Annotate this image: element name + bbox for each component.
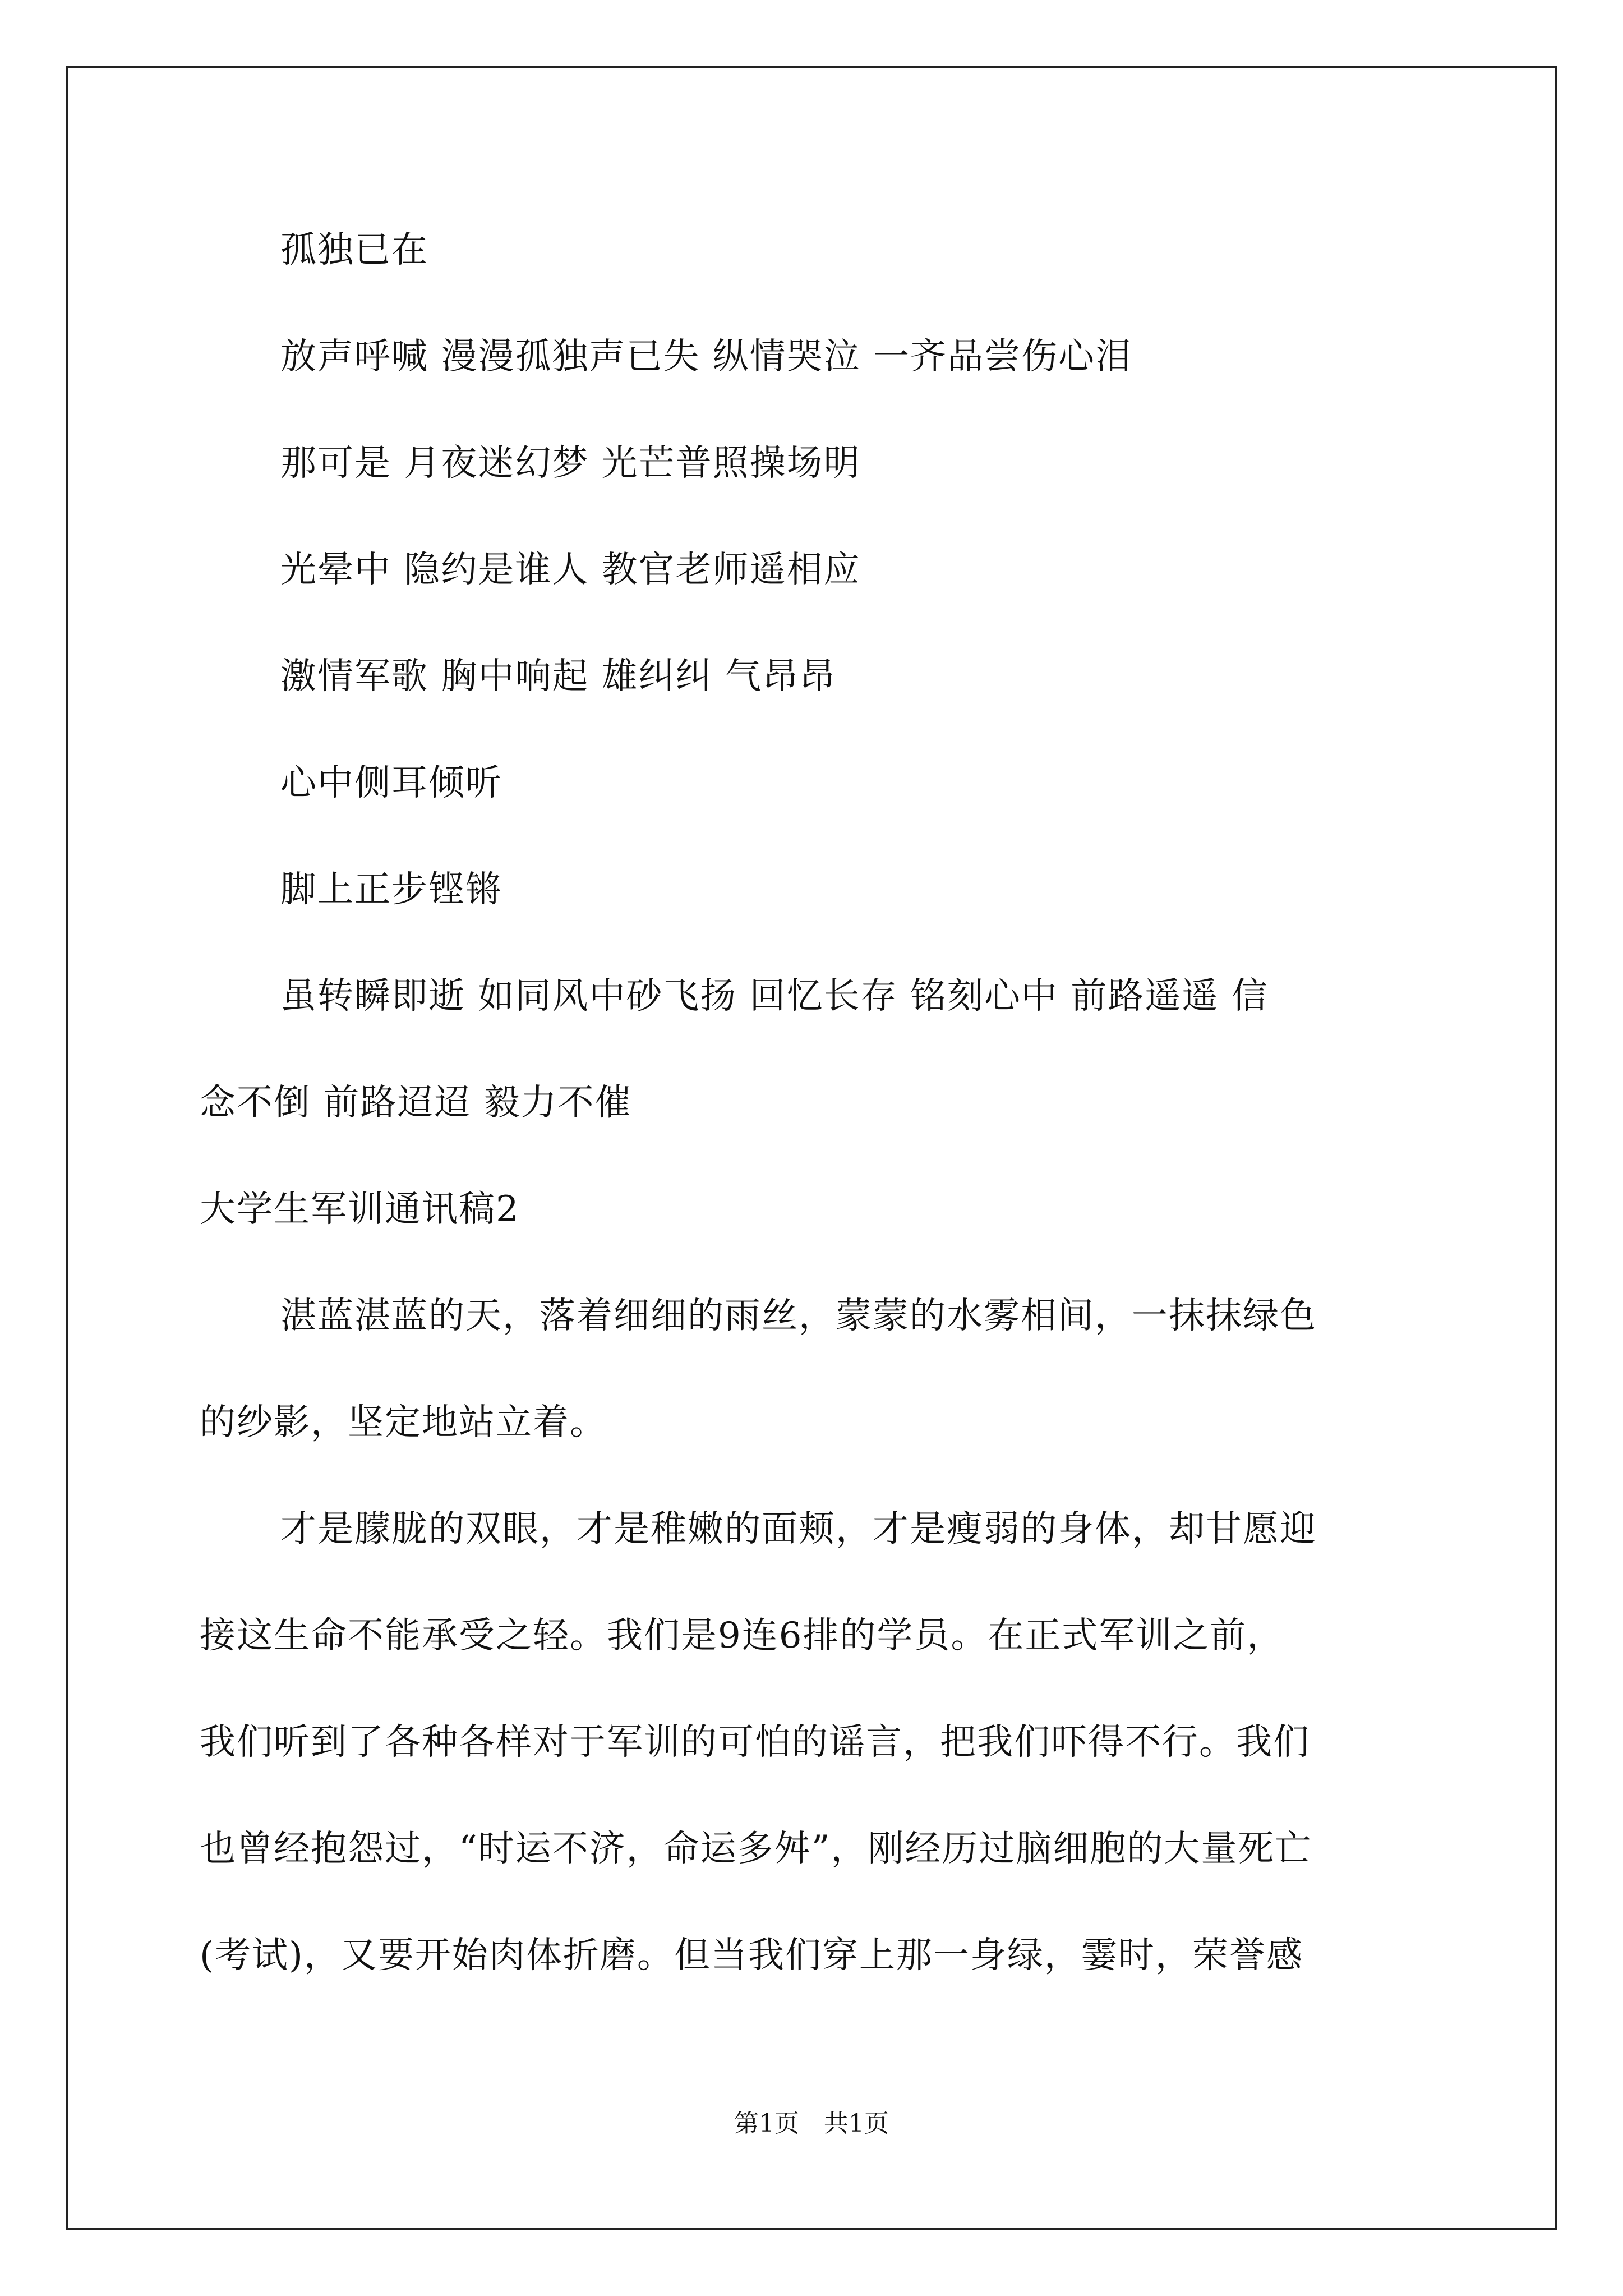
page-border [66, 66, 1557, 2230]
paragraph-2-line-1: 才是朦胧的双眼，才是稚嫩的面颊，才是瘦弱的身体，却甘愿迎 [280, 1508, 1317, 1550]
poem-line-8: 虽转瞬即逝 如同风中砂飞扬 回忆长存 铭刻心中 前路遥遥 信 [280, 976, 1269, 1017]
paragraph-2-line-2: 接这生命不能承受之轻。我们是9连6排的学员。在正式军训之前， [200, 1615, 1284, 1657]
poem-line-3: 那可是 月夜迷幻梦 光芒普照操场明 [280, 443, 861, 484]
poem-line-2: 放声呼喊 漫漫孤独声已失 纵情哭泣 一齐品尝伤心泪 [280, 336, 1133, 378]
paragraph-1-line-2: 的纱影，坚定地站立着。 [200, 1402, 607, 1443]
poem-line-5: 激情军歌 胸中响起 雄纠纠 气昂昂 [280, 656, 837, 697]
poem-line-1: 孤独已在 [280, 229, 428, 271]
paragraph-2-line-5: (考试)，又要开始肉体折磨。但当我们穿上那一身绿，霎时，荣誉感 [200, 1935, 1303, 1976]
section-heading: 大学生军训通讯稿2 [200, 1189, 520, 1230]
poem-line-4: 光晕中 隐约是谁人 教官老师遥相应 [280, 549, 861, 591]
poem-line-6: 心中侧耳倾听 [280, 762, 502, 804]
paragraph-1-line-1: 湛蓝湛蓝的天，落着细细的雨丝，蒙蒙的水雾相间，一抹抹绿色 [280, 1295, 1317, 1337]
paragraph-2-line-4: 也曾经抱怨过，“时运不济，命运多舛”，刚经历过脑细胞的大量死亡 [200, 1828, 1312, 1870]
poem-line-9: 念不倒 前路迢迢 毅力不催 [200, 1082, 632, 1124]
poem-line-7: 脚上正步铿锵 [280, 869, 502, 910]
page-footer: 第1页 共1页 [734, 2109, 889, 2138]
paragraph-2-line-3: 我们听到了各种各样对于军训的可怕的谣言，把我们吓得不行。我们 [200, 1722, 1310, 1763]
